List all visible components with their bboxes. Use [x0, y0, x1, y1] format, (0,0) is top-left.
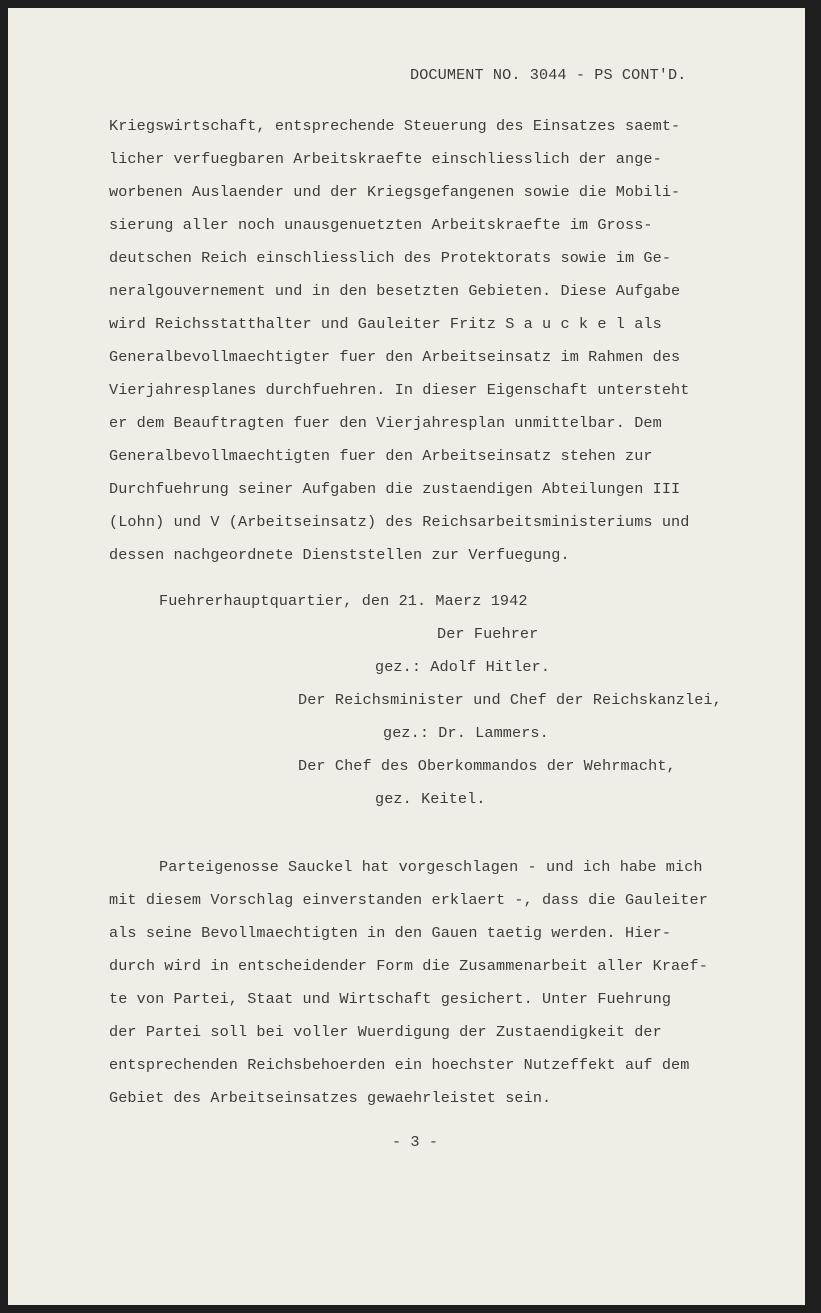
text-line: der Partei soll bei voller Wuerdigung der Zustaendigkeit der	[109, 1023, 662, 1041]
text-line: te von Partei, Staat und Wirtschaft gesichert. Unter Fuehrung	[109, 990, 672, 1008]
text-line: (Lohn) und V (Arbeitseinsatz) des Reichsarbeitsministeriums und	[109, 513, 690, 531]
signatory-title: Der Fuehrer	[437, 625, 539, 643]
text-line: Kriegswirtschaft, entsprechende Steuerung des Einsatzes saemt-	[109, 117, 681, 135]
text-line: sierung aller noch unausgenuetzten Arbeitskraefte im Gross-	[109, 216, 653, 234]
text-line: wird Reichsstatthalter und Gauleiter Fritz S a u c k e l als	[109, 315, 662, 333]
text-line: durch wird in entscheidender Form die Zusammenarbeit aller Kraef-	[109, 957, 708, 975]
document-header: DOCUMENT NO. 3044 - PS CONT'D.	[410, 66, 687, 84]
text-line: deutschen Reich einschliesslich des Protektorats sowie im Ge-	[109, 249, 672, 267]
signature-line: gez. Keitel.	[375, 790, 486, 808]
text-line: Generalbevollmaechtigten fuer den Arbeitseinsatz stehen zur	[109, 447, 653, 465]
text-line: er dem Beauftragten fuer den Vierjahresplan unmittelbar. Dem	[109, 414, 662, 432]
signatory-title: Der Reichsminister und Chef der Reichskanzlei,	[298, 691, 722, 709]
text-line: Generalbevollmaechtigter fuer den Arbeitseinsatz im Rahmen des	[109, 348, 681, 366]
text-line: licher verfuegbaren Arbeitskraefte einschliesslich der ange-	[109, 150, 662, 168]
page-number: - 3 -	[392, 1133, 439, 1151]
text-line: Parteigenosse Sauckel hat vorgeschlagen - und ich habe mich	[159, 858, 703, 876]
signature-line: gez.: Adolf Hitler.	[375, 658, 551, 676]
signature-line: gez.: Dr. Lammers.	[383, 724, 549, 742]
text-line: Gebiet des Arbeitseinsatzes gewaehrleistet sein.	[109, 1089, 552, 1107]
text-line: als seine Bevollmaechtigten in den Gauen taetig werden. Hier-	[109, 924, 672, 942]
text-line: entsprechenden Reichsbehoerden ein hoechster Nutzeffekt auf dem	[109, 1056, 690, 1074]
text-line: neralgouvernement und in den besetzten Gebieten. Diese Aufgabe	[109, 282, 681, 300]
text-line: worbenen Auslaender und der Kriegsgefangenen sowie die Mobili-	[109, 183, 681, 201]
text-line: Vierjahresplanes durchfuehren. In dieser Eigenschaft untersteht	[109, 381, 690, 399]
document-page	[8, 8, 805, 1305]
signatory-title: Der Chef des Oberkommandos der Wehrmacht,	[298, 757, 676, 775]
text-line: mit diesem Vorschlag einverstanden erklaert -, dass die Gauleiter	[109, 891, 708, 909]
place-date: Fuehrerhauptquartier, den 21. Maerz 1942	[159, 592, 528, 610]
text-line: dessen nachgeordnete Dienststellen zur Verfuegung.	[109, 546, 570, 564]
text-line: Durchfuehrung seiner Aufgaben die zustaendigen Abteilungen III	[109, 480, 681, 498]
